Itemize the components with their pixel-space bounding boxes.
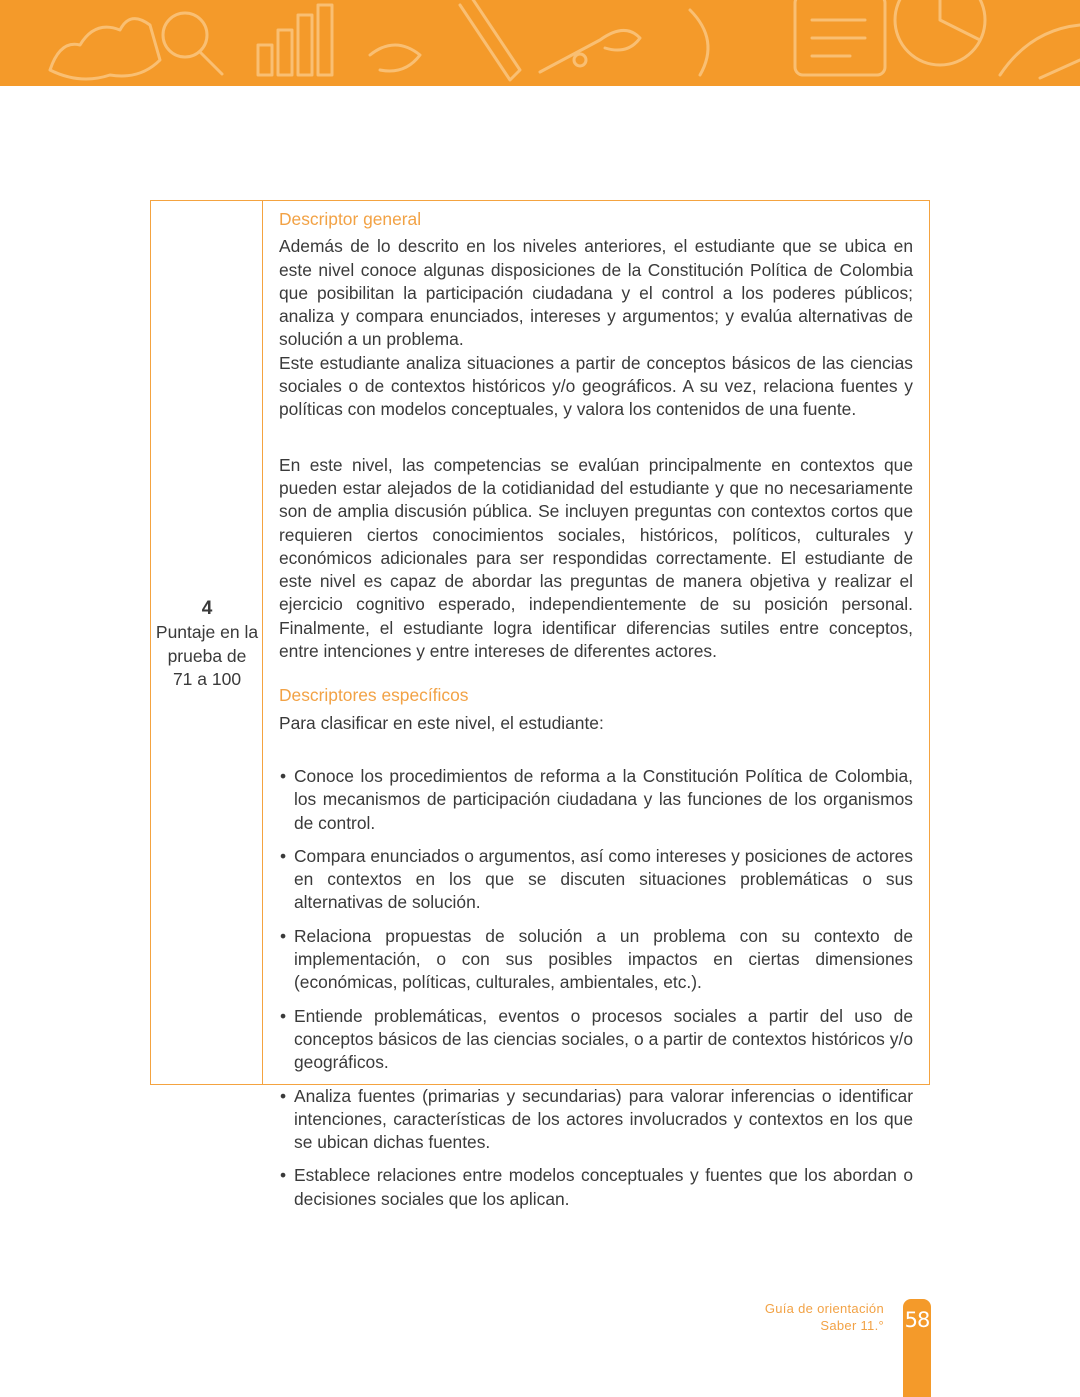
brush-icon xyxy=(540,30,640,72)
globe-stand-icon xyxy=(1000,25,1080,78)
list-item xyxy=(279,925,913,995)
guide-title: Guía de orientación xyxy=(764,1301,884,1316)
score-line-2: prueba de xyxy=(167,645,247,666)
level-descriptor-table xyxy=(150,200,930,1209)
footer-guide-title xyxy=(765,1300,884,1334)
list-item xyxy=(279,765,913,835)
general-paragraph-1: Además de lo descrito en los niveles anteriores, el estudiante que se ubica en este nivel conoce algunas disposiciones de la Constitución Política de Colombia que posibilitan la participación ciudadana y el control a los poderes públicos; analiza y compara enunciados, intereses y argumentos; y evalúa alternativas de solución a un problema. xyxy=(279,236,913,350)
header-banner xyxy=(0,0,1080,86)
bullet-icon: • xyxy=(280,1085,287,1106)
list-item-text: Compara enunciados o argumentos, así como intereses y posiciones de actores en contextos en los que se discuten situaciones problemáticas o sus alternativas de solución. xyxy=(294,845,913,913)
list-item xyxy=(279,1164,913,1211)
guide-subtitle: Saber 11.° xyxy=(820,1318,884,1333)
descriptor-column xyxy=(279,208,913,1221)
bar-chart-icon xyxy=(258,45,272,75)
header-decoration-icons xyxy=(0,0,1080,86)
bullet-icon: • xyxy=(280,925,287,946)
list-item xyxy=(279,1005,913,1075)
bullet-icon: • xyxy=(280,765,287,786)
bullet-icon: • xyxy=(280,1165,287,1186)
specific-descriptors-list xyxy=(279,765,913,1211)
general-descriptor-heading: Descriptor general xyxy=(279,209,422,229)
list-item-text: Establece relaciones entre modelos conceptuales y fuentes que los abordan o decisiones sociales que los aplican. xyxy=(294,1165,913,1209)
bullet-icon: • xyxy=(280,1005,287,1026)
list-item-text: Relaciona propuestas de solución a un problema con su contexto de implementación, o con sus posibles impactos en ciertas dimensiones (económicas, políticas, culturales, ambientales, etc.). xyxy=(294,925,913,993)
general-paragraph-2: Este estudiante analiza situaciones a partir de conceptos básicos de las ciencias sociales o de contextos históricos y/o geográficos. A su vez, relaciona fuentes y políticas con modelos conceptuales, y valora los contenidos de una fuente. xyxy=(279,352,913,420)
list-item-text: Conoce los procedimientos de reforma a la Constitución Política de Colombia, los mecanismos de participación ciudadana y las funciones de los organismos de control. xyxy=(294,765,913,833)
bullet-icon: • xyxy=(280,845,287,866)
level-column xyxy=(151,201,263,1084)
list-item-text: Entiende problemáticas, eventos o procesos sociales a partir del uso de conceptos básicos de las ciencias sociales, o a partir de contextos históricos y/o geográficos. xyxy=(294,1005,913,1073)
score-line-3: 71 a 100 xyxy=(172,669,242,689)
score-line-1: Puntaje en la xyxy=(155,622,259,642)
magnifier-icon xyxy=(163,13,207,57)
pencil-icon xyxy=(460,0,520,80)
general-paragraph-3: En este nivel, las competencias se evalúan principalmente en contextos que pueden estar alejados de la cotidianidad del estudiante y que no necesariamente son de amplia discusión pública. Se incluyen preguntas con contextos cortos que requieren ciertos conocimientos sociales, históricos, políticos, culturales y económicos adicionales para ser respondidas correctamente. El estudiante de este nivel es capaz de abordar las preguntas de manera objetiva y realizar el ejercicio cognitivo esperado, independientemente de su posición personal. Finalmente, el estudiante logra identificar diferencias sutiles entre conceptos, entre intenciones y entre intereses de diferentes actores. xyxy=(279,454,913,662)
level-label xyxy=(151,597,263,692)
page-number: 58 xyxy=(904,1308,930,1332)
map-outline-icon xyxy=(50,19,160,79)
list-item-text: Analiza fuentes (primarias y secundarias) para valorar inferencias o identificar intenciones, características de los actores involucrados y contextos en los que se ubican dichas fuentes. xyxy=(294,1085,913,1153)
specific-intro: Para clasificar en este nivel, el estudiante: xyxy=(279,712,604,733)
specific-descriptors-heading: Descriptores específicos xyxy=(279,685,469,706)
list-item xyxy=(279,845,913,915)
list-item xyxy=(279,1085,913,1155)
level-number: 4 xyxy=(201,598,213,619)
